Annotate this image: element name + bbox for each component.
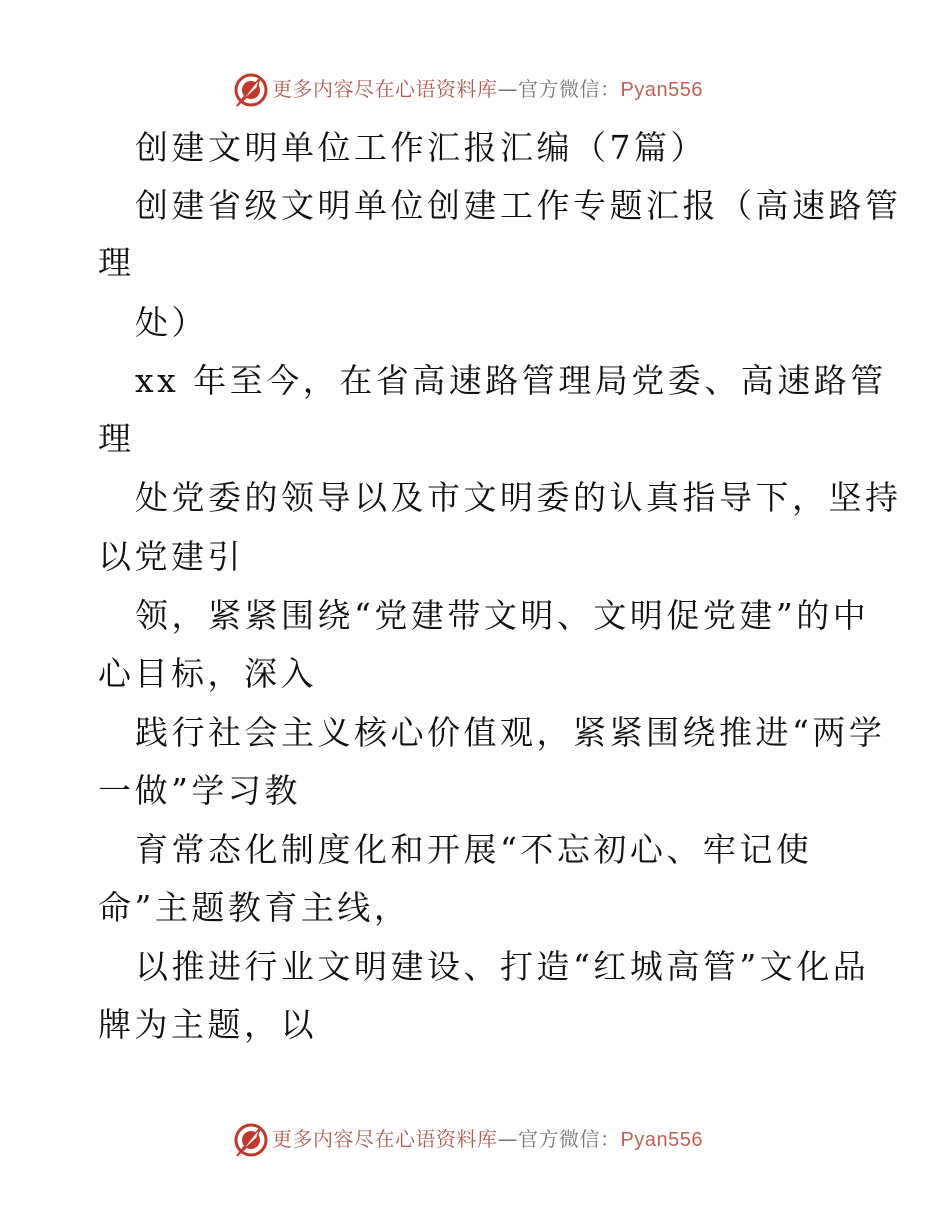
document-line: 牌为主题，以 — [98, 1005, 317, 1044]
banner-wechat-label: 官方微信： — [518, 77, 621, 101]
footer-watermark-banner — [0, 1120, 950, 1160]
document-line: 理 — [98, 243, 135, 282]
banner-slogan: 更多内容尽在心语资料库 — [272, 77, 498, 101]
banner-wechat-label: 官方微信： — [518, 1127, 621, 1151]
document-line: 一做”学习教 — [98, 771, 301, 810]
document-line: 创建省级文明单位创建工作专题汇报（高速路管 — [135, 186, 902, 225]
banner-slogan: 更多内容尽在心语资料库 — [272, 1127, 498, 1151]
document-line: 理 — [98, 419, 135, 458]
banner-dash: — — [497, 77, 518, 101]
document-title: 创建文明单位工作汇报汇编（7篇） — [135, 128, 707, 167]
document-line: 践行社会主义核心价值观，紧紧围绕推进“两学 — [135, 713, 886, 752]
document-line: 领，紧紧围绕“党建带文明、文明促党建”的中 — [135, 596, 870, 635]
document-line: 育常态化制度化和开展“不忘初心、牢记使 — [135, 830, 813, 869]
banner-text — [272, 1127, 703, 1152]
document-line: 处党委的领导以及市文明委的认真指导下，坚持 — [135, 478, 902, 517]
document-line: 处） — [135, 303, 208, 342]
banner-text — [272, 77, 703, 102]
banner-dash: — — [497, 1127, 518, 1151]
document-line: xx 年至今，在省高速路管理局党委、高速路管 — [135, 361, 887, 400]
quill-logo-icon — [233, 72, 269, 108]
banner-wechat-id: Pyan556 — [620, 1129, 703, 1151]
header-watermark-banner — [0, 70, 950, 110]
document-line: 命”主题教育主线， — [98, 888, 411, 927]
quill-logo-icon — [233, 1122, 269, 1158]
document-line: 心目标，深入 — [98, 654, 317, 693]
banner-wechat-id: Pyan556 — [620, 79, 703, 101]
document-line: 以党建引 — [98, 537, 244, 576]
document-line: 以推进行业文明建设、打造“红城高管”文化品 — [135, 947, 870, 986]
